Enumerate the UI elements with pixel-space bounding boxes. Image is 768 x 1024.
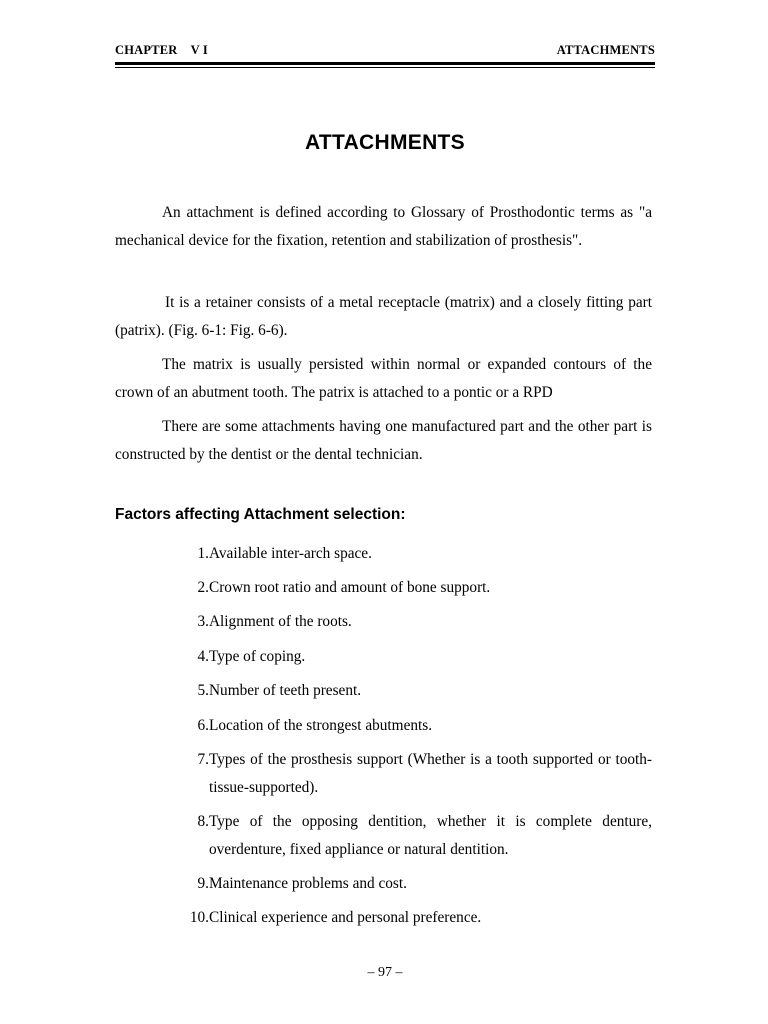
page-number: – 97 – <box>367 965 403 980</box>
paragraph-manufactured-parts: There are some attachments having one manufactured part and the other part is constructed by the dentist or the dental technician. <box>115 418 652 463</box>
list-item-text: Location of the strongest abutments. <box>209 717 433 734</box>
factors-heading: Factors affecting Attachment selection: <box>115 506 406 523</box>
list-item-number: 8. <box>197 813 209 830</box>
list-item-number: 6. <box>197 717 209 734</box>
chapter-label: CHAPTER V I <box>115 43 208 57</box>
list-item <box>180 808 652 864</box>
list-item-text: Clinical experience and personal preference. <box>209 909 482 926</box>
list-item <box>180 677 652 705</box>
list-item-text: Type of the opposing dentition, whether it is complete denture, overdenture, fixed appliance or natural dentition. <box>209 813 652 858</box>
paragraph-definition: An attachment is defined according to Glossary of Prosthodontic terms as "a mechanical device for the fixation, retention and stabilization of prosthesis". <box>115 204 652 249</box>
page-title: ATTACHMENTS <box>304 131 465 154</box>
running-header <box>115 43 655 58</box>
list-item-text: Crown root ratio and amount of bone support. <box>209 579 491 596</box>
list-item <box>180 904 652 932</box>
paragraph-retainer: It is a retainer consists of a metal receptacle (matrix) and a closely fitting part (patrix). (Fig. 6-1: Fig. 6-6). <box>115 294 652 339</box>
list-item-number: 9. <box>197 875 209 892</box>
list-item-number: 4. <box>197 648 209 665</box>
section-label: ATTACHMENTS <box>556 43 655 57</box>
header-rule-thick <box>115 62 655 65</box>
list-item <box>180 712 652 740</box>
list-item-text: Available inter-arch space. <box>209 545 372 562</box>
list-item-text: Number of teeth present. <box>209 682 362 699</box>
list-item <box>180 574 652 602</box>
header-rule-thin <box>115 67 655 68</box>
list-item <box>180 870 652 898</box>
list-item-text: Type of coping. <box>209 648 306 665</box>
list-item-number: 2. <box>197 579 209 596</box>
list-item-text: Alignment of the roots. <box>209 613 352 630</box>
list-item <box>180 643 652 671</box>
list-item-text: Types of the prosthesis support (Whether is a tooth supported or tooth-tissue-supported). <box>209 751 652 796</box>
list-item-number: 10. <box>189 909 209 926</box>
list-item <box>180 608 652 636</box>
list-item-number: 3. <box>197 613 209 630</box>
list-item-number: 1. <box>197 545 209 562</box>
paragraph-matrix: The matrix is usually persisted within normal or expanded contours of the crown of an abutment tooth. The patrix is attached to a pontic or a RPD <box>115 356 652 401</box>
list-item <box>180 540 652 568</box>
list-item-number: 5. <box>197 682 209 699</box>
list-item <box>180 746 652 802</box>
list-item-text: Maintenance problems and cost. <box>209 875 407 892</box>
list-item-number: 7. <box>197 751 209 768</box>
